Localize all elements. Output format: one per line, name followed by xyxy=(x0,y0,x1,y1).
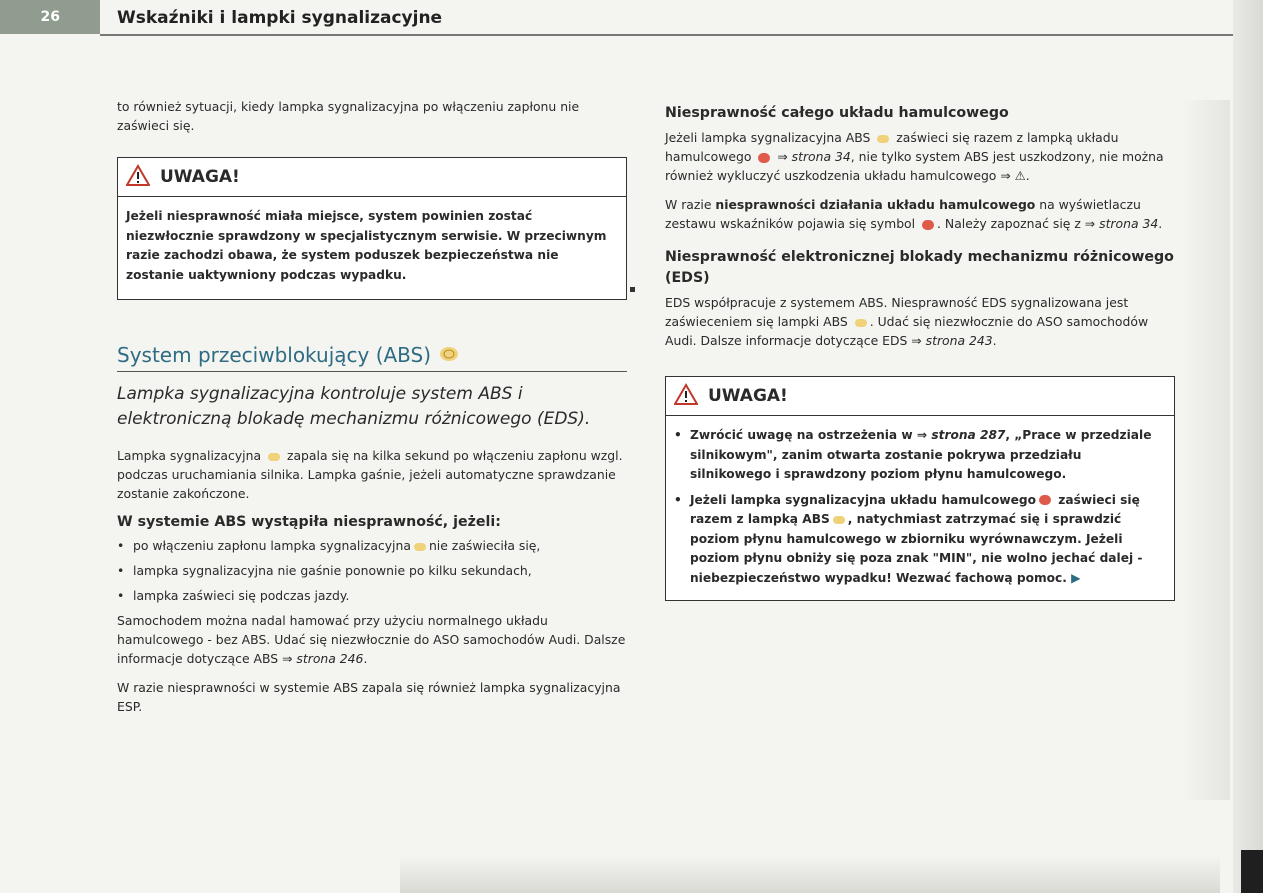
subheading-brakes: Niesprawność całego układu hamulcowego xyxy=(665,105,1009,121)
warning-header xyxy=(666,377,1174,416)
page-reference[interactable]: strona 287 xyxy=(931,428,1006,442)
abs-lamp-icon xyxy=(833,516,845,524)
subheading: W systemie ABS wystąpiła niesprawność, jeżeli: xyxy=(117,514,501,530)
warning-triangle-icon: ⚠ xyxy=(1014,168,1026,183)
bullet-icon: • xyxy=(117,588,125,603)
bullet-icon: • xyxy=(674,428,682,442)
page-reference[interactable]: ⇒ strona 34 xyxy=(777,149,851,164)
right-column xyxy=(665,103,1175,601)
page-number: 26 xyxy=(0,0,100,34)
bleed-through-shade xyxy=(1180,100,1230,800)
abs-lamp-icon xyxy=(268,453,280,461)
abs-lamp-icon xyxy=(855,319,867,327)
intro-text: to również sytuacji, kiedy lampka sygnalizacyjna po włączeniu zapłonu nie zaświeci się. xyxy=(117,99,580,133)
edge-mark xyxy=(1241,850,1263,893)
abs-lamp-icon xyxy=(439,346,459,365)
warning-triangle-icon xyxy=(674,383,698,410)
brake-lamp-icon xyxy=(1039,495,1051,505)
list-item: • lampka zaświeci się podczas jazdy. xyxy=(117,588,350,603)
list-item: • Jeżeli lampka sygnalizacyjna układu hamulcowego zaświeci się razem z lampką ABS , natychmiast zatrzymać się i sprawdzić poziom płynu hamulcowego w zbiorniku wyrównawczym. Jeżeli poziom płynu obniży się poza znak "MIN", nie wolno jechać dalej - niebezpieczeństwo wypadku! Wezwać fachową pomoc. ▶ xyxy=(674,491,1166,589)
paragraph-1: Lampka sygnalizacyjna zapala się na kilka sekund po włączeniu zapłonu wzgl. podczas uruchamiania silnika. Lampka gaśnie, jeżeli automatyczne sprawdzanie zostanie zakończone. xyxy=(117,448,623,501)
page-reference[interactable]: strona 243 xyxy=(925,333,993,348)
warning-text: Jeżeli niesprawność miała miejsce, system powinien zostać niezwłocznie sprawdzony w specjalistycznym serwisie. W przeciwnym razie zachodzi obawa, że system poduszek bezpieczeństwa nie zostanie uaktywniony podczas wypadku. xyxy=(126,209,607,282)
section-title: System przeciwblokujący (ABS) xyxy=(117,346,627,372)
abs-lamp-icon xyxy=(414,543,426,551)
abs-lamp-icon xyxy=(877,135,889,143)
warning-box xyxy=(117,157,627,300)
paragraph-brakes: Jeżeli lampka sygnalizacyjna ABS zaświeci się razem z lampką układu hamulcowego ⇒ strona 34, nie tylko system ABS jest uszkodzony, nie można również wykluczyć uszkodzenia układu hamulcowego ⇒ ⚠. xyxy=(665,130,1164,183)
paragraph-3: W razie niesprawności w systemie ABS zapala się również lampka sygnalizacyjna ESP. xyxy=(117,680,621,714)
brake-lamp-icon xyxy=(922,220,934,230)
bullet-icon: • xyxy=(117,538,125,553)
list-item: • Zwrócić uwagę na ostrzeżenia w ⇒ strona 287, „Prace w przedziale silnikowym", zanim otwarta zostanie pokrywa przedziału silnikowego i sprawdzony poziom płynu hamulcowego. xyxy=(674,426,1166,485)
warning-body xyxy=(118,197,626,299)
page-reference[interactable]: strona 34 xyxy=(1099,216,1159,231)
left-column xyxy=(117,97,627,726)
warning-body xyxy=(666,416,1174,600)
page-edge xyxy=(1233,0,1263,893)
paragraph-2: Samochodem można nadal hamować przy użyciu normalnego układu hamulcowego - bez ABS. Udać się niezwłocznie do ASO samochodów Audi. Dalsze informacje dotyczące ABS ⇒ strona 246. xyxy=(117,613,626,666)
bullet-icon: • xyxy=(674,492,682,507)
page-reference[interactable]: strona 246 xyxy=(296,651,364,666)
header-rule xyxy=(100,34,1233,36)
section-lead: Lampka sygnalizacyjna kontroluje system ABS i elektroniczną blokadę mechanizmu różnicowego (EDS). xyxy=(117,384,591,429)
list-item: • lampka sygnalizacyjna nie gaśnie ponownie po kilku sekundach, xyxy=(117,563,532,578)
paragraph-eds: EDS współpracuje z systemem ABS. Niesprawność EDS sygnalizowana jest zaświeceniem się lampki ABS . Udać się niezwłocznie do ASO samochodów Audi. Dalsze informacje dotyczące EDS ⇒ strona 243. xyxy=(665,295,1149,348)
page-header xyxy=(0,0,1233,34)
warning-triangle-icon xyxy=(126,164,150,191)
bullet-icon: • xyxy=(117,563,125,578)
bottom-shade xyxy=(400,855,1220,893)
warning-header xyxy=(118,158,626,197)
paragraph-brake-fault: W razie niesprawności działania układu hamulcowego na wyświetlaczu zestawu wskaźników pojawia się symbol . Należy zapoznać się z ⇒ strona 34. xyxy=(665,197,1163,231)
warning-title: UWAGA! xyxy=(708,385,788,406)
warning-box xyxy=(665,376,1175,601)
list-item: • po włączeniu zapłonu lampka sygnalizacyjna nie zaświeciła się, xyxy=(117,538,541,553)
continue-arrow-icon: ▶ xyxy=(1071,570,1081,585)
subheading-eds: Niesprawność elektronicznej blokady mechanizmu różnicowego (EDS) xyxy=(665,249,1174,286)
brake-lamp-icon xyxy=(758,153,770,163)
end-marker xyxy=(630,287,635,292)
page-title: Wskaźniki i lampki sygnalizacyjne xyxy=(117,8,443,28)
warning-title: UWAGA! xyxy=(160,166,240,187)
